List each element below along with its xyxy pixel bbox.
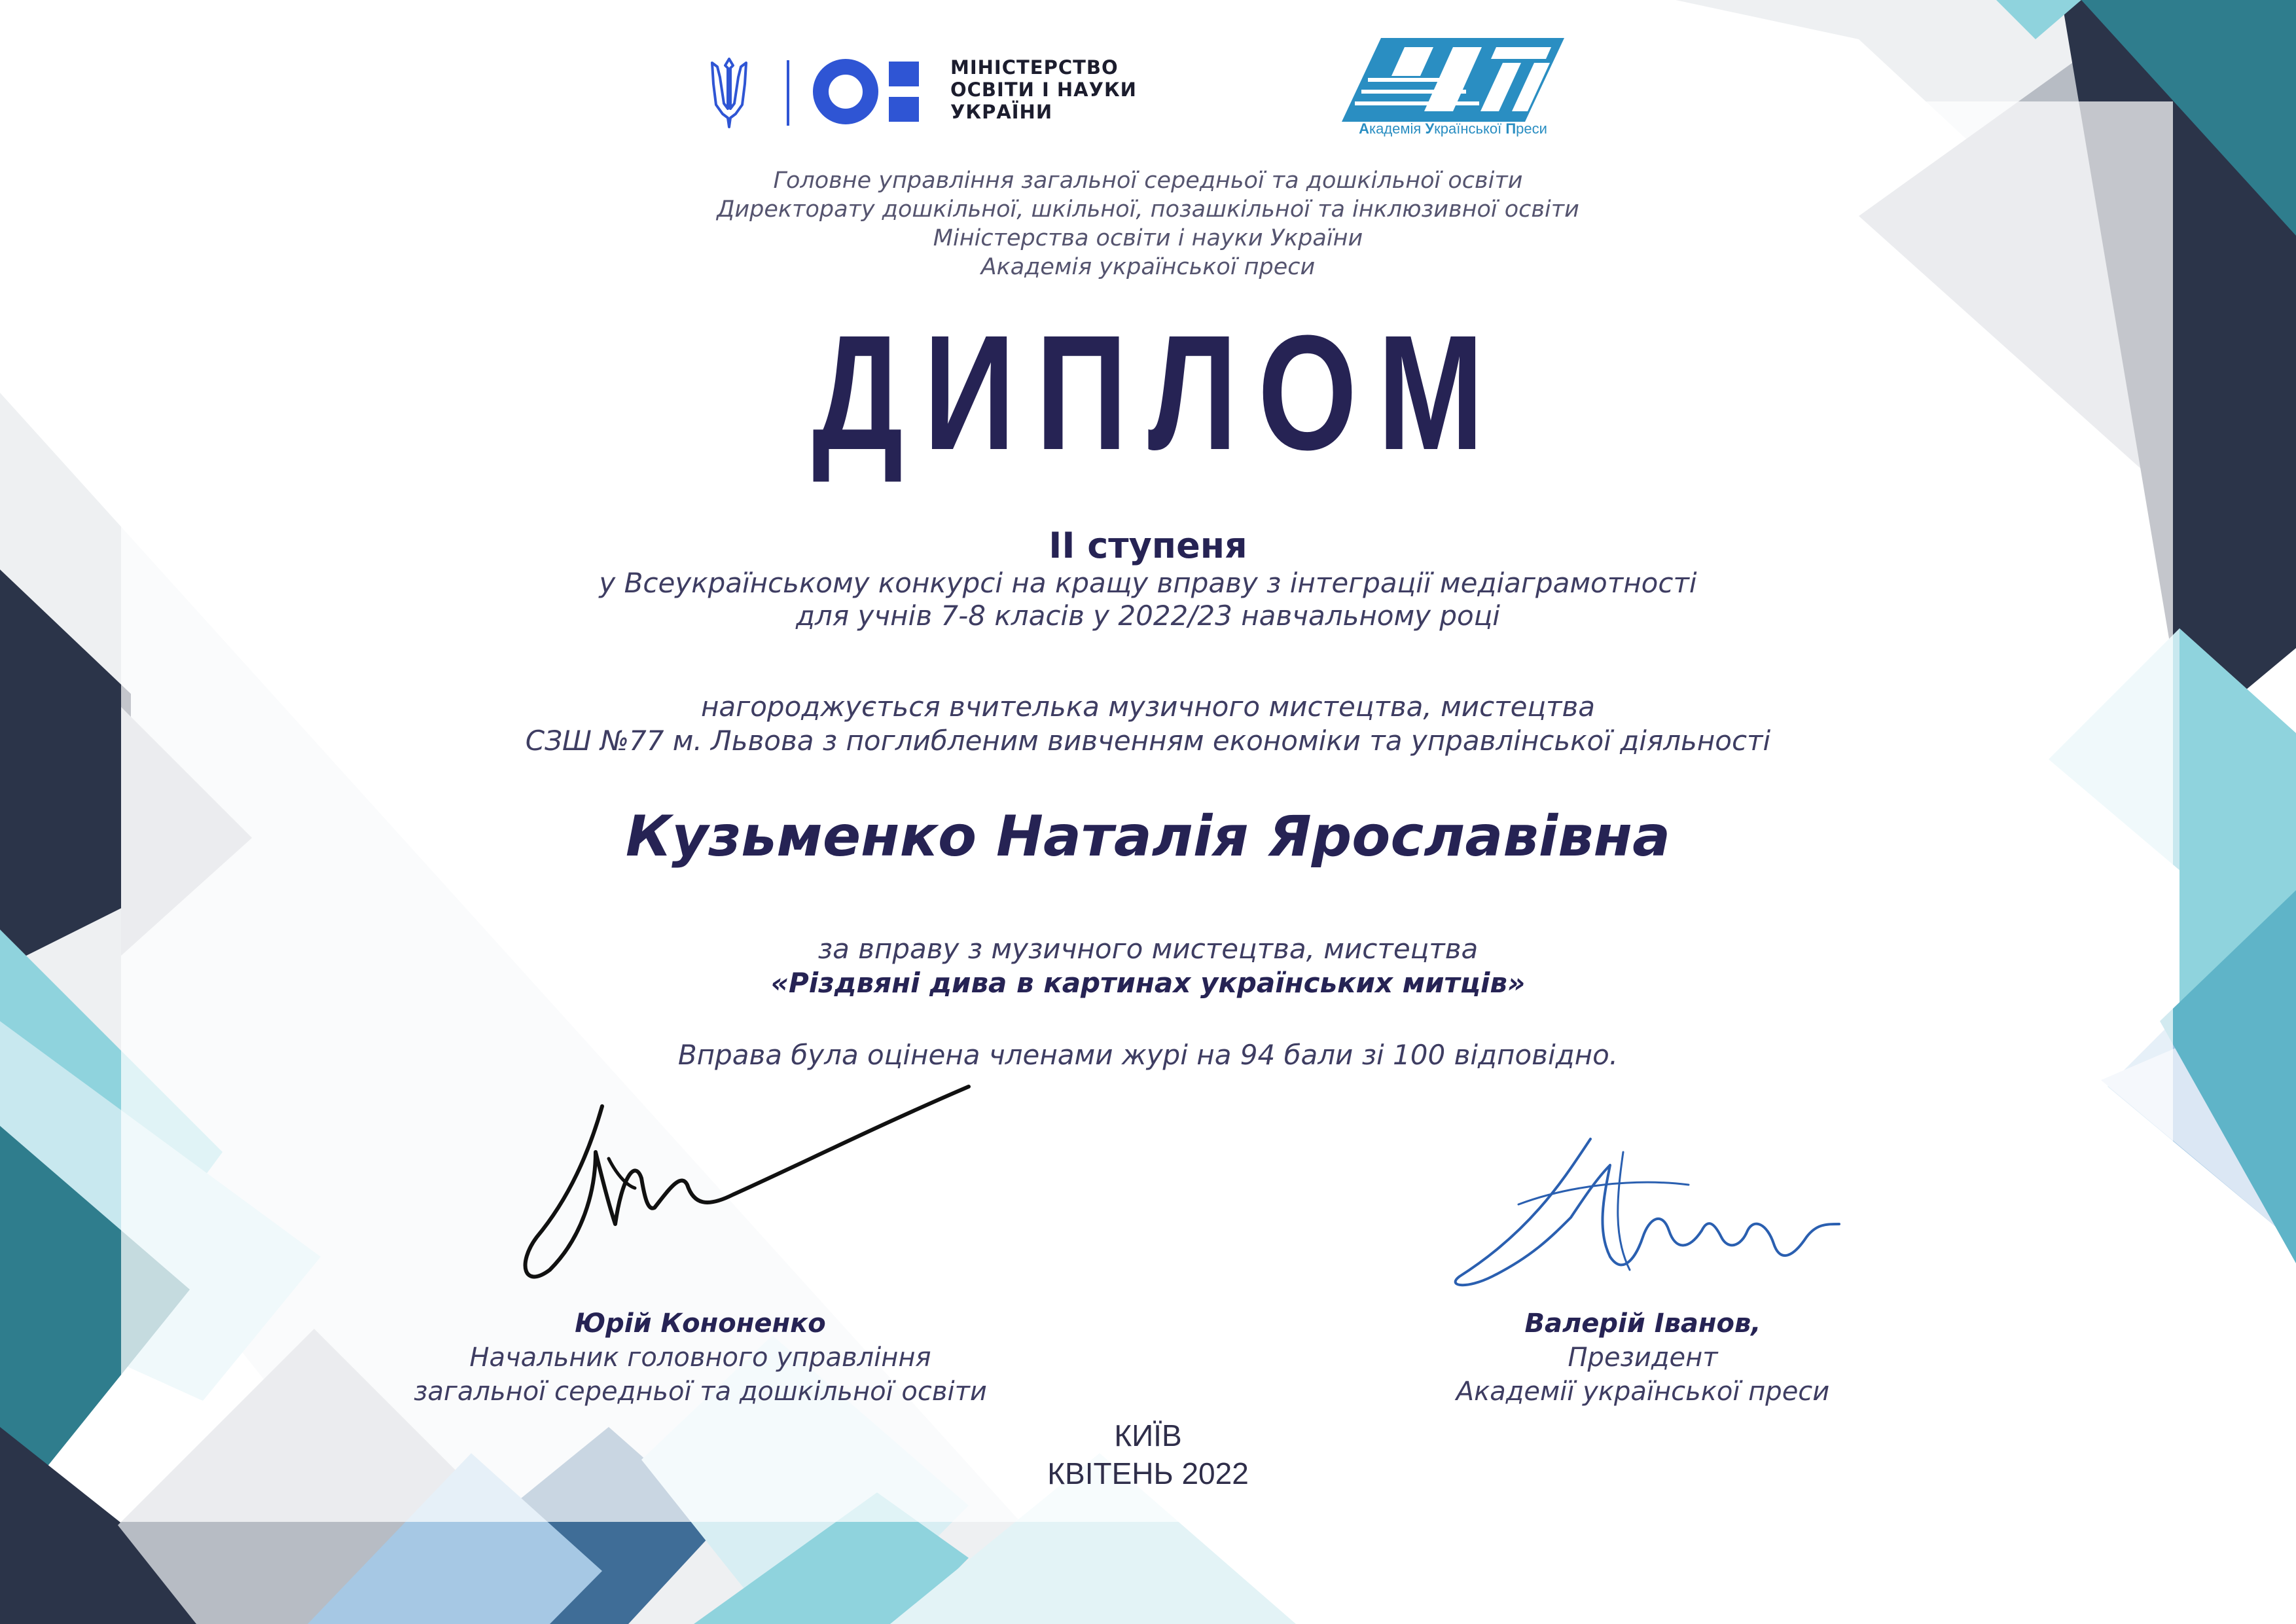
work-title: «Різдвяні дива в картинах українських митців» <box>770 967 1526 999</box>
organizer-line: Головне управління загальної середньої та дошкільної освіти <box>773 168 1523 194</box>
right-signer-block <box>1348 1307 1937 1409</box>
date: КВІТЕНЬ 2022 <box>1047 1456 1249 1490</box>
organizer-line: Директорату дошкільної, шкільної, позашкільної та інклюзивної освіти <box>717 196 1579 223</box>
work-description <box>428 932 1868 1000</box>
recipient-name: Кузьменко Наталія Ярославівна <box>625 804 1671 869</box>
left-signer-title-line: загальної середньої та дошкільної освіти <box>414 1377 987 1407</box>
organizers-block <box>559 166 1737 281</box>
awarded-description <box>363 690 1933 758</box>
ministry-logo-mark <box>812 58 925 126</box>
contest-description <box>428 567 1868 632</box>
organizer-line: Міністерства освіти і науки України <box>933 225 1363 251</box>
work-intro: за вправу з музичного мистецтва, мистецтва <box>817 933 1479 965</box>
academy-logo-mark <box>1342 38 1564 122</box>
left-signer-block <box>275 1307 1126 1409</box>
logo-divider <box>787 60 789 126</box>
ministry-logo-line: ОСВІТИ І НАУКИ <box>950 79 1137 101</box>
place-and-date <box>952 1416 1344 1492</box>
right-signer-name: Валерій Іванов, <box>1524 1308 1761 1339</box>
document-title: ДИПЛОМ <box>812 301 1505 484</box>
ministry-logo-line: МІНІСТЕРСТВО <box>950 56 1119 79</box>
ministry-logo-line: УКРАЇНИ <box>950 101 1053 123</box>
right-signature <box>1440 1126 1846 1296</box>
place: КИЇВ <box>1114 1418 1182 1453</box>
ministry-logo-text <box>950 56 1137 123</box>
left-signer-name: Юрій Кононенко <box>575 1308 826 1339</box>
awarded-line: СЗШ №77 м. Львова з поглибленим вивченням економіки та управлінської діяльності <box>525 725 1771 757</box>
contest-line: у Всеукраїнському конкурсі на кращу вправу з інтеграції медіаграмотності <box>599 567 1697 599</box>
contest-line: для учнів 7-8 класів у 2022/23 навчальному році <box>796 600 1500 632</box>
left-signature <box>511 1074 982 1296</box>
score-text: Вправа була оцінена членами журі на 94 бали зі 100 відповідно. <box>677 1039 1619 1071</box>
award-degree: ІІ ступеня <box>1049 525 1247 566</box>
right-signer-title-line: Президент <box>1568 1343 1718 1373</box>
right-signer-title-line: Академії української преси <box>1456 1377 1830 1407</box>
trident-icon <box>708 58 750 128</box>
left-signer-title-line: Начальник головного управління <box>469 1343 931 1373</box>
organizer-line: Академія української преси <box>980 254 1316 280</box>
academy-logo-caption: Академія Української Преси <box>1359 120 1547 137</box>
awarded-line: нагороджується вчителька музичного мистецтва, мистецтва <box>700 691 1596 723</box>
